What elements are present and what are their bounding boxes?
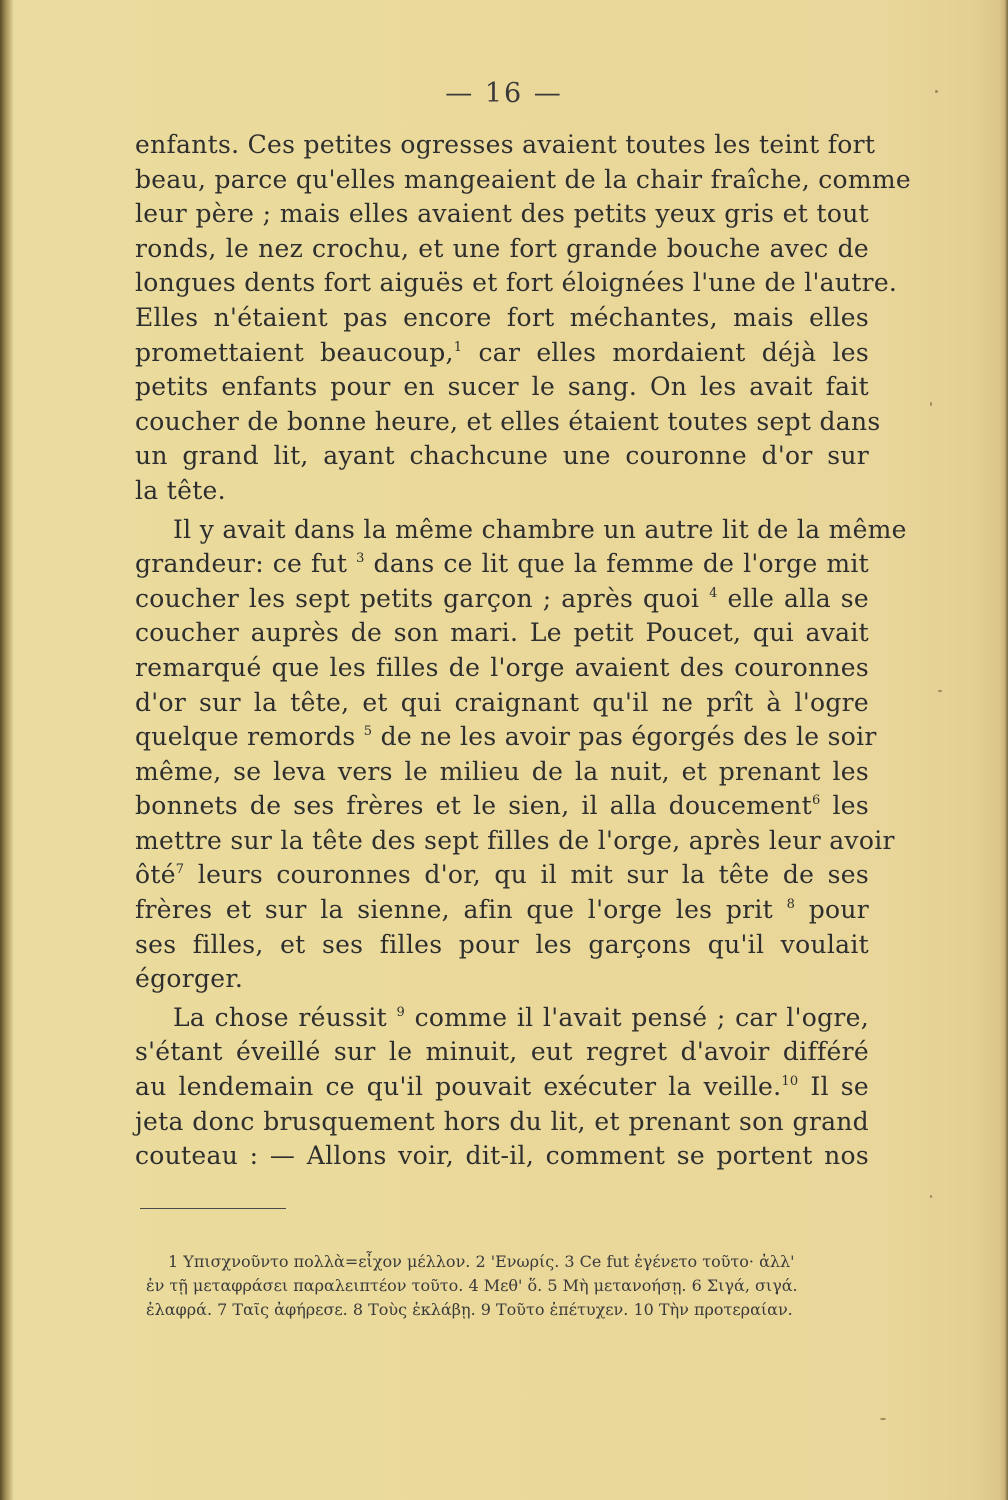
text-segment: de ne les avoir pas égorgés des le soir xyxy=(380,722,877,752)
page-number: — 16 — xyxy=(445,78,563,109)
text-line: jeta donc brusquement hors du lit, et prenant son grand xyxy=(135,1106,869,1136)
text-segment: frères et sur la sienne, afin que l'orge les prit xyxy=(135,895,774,925)
page-edge-shadow xyxy=(1000,0,1008,1500)
paper-speck xyxy=(935,90,938,93)
text-line xyxy=(135,547,869,582)
text-line: remarqué que les filles de l'orge avaient des couronnes xyxy=(135,652,869,682)
text-line xyxy=(135,1001,869,1036)
text-segment: coucher les sept petits garçon ; après quoi xyxy=(135,583,700,613)
text-line: enfants. Ces petites ogresses avaient toutes les teint fort xyxy=(135,130,876,159)
text-line xyxy=(135,1070,869,1105)
text-line: d'or sur la tête, et qui craignant qu'il ne prît à l'ogre xyxy=(135,687,869,717)
footnote-ref: 7 xyxy=(175,862,185,878)
paper-speck xyxy=(930,1195,932,1198)
text-segment: La chose réussit xyxy=(173,1002,388,1032)
footnote-ref: 4 xyxy=(709,585,718,601)
footnote-ref: 6 xyxy=(812,793,821,809)
text-segment: au lendemain ce qu'il pouvait exécuter la veille. xyxy=(135,1072,782,1102)
text-line: longues dents fort aiguës et fort éloignées l'une de l'autre. xyxy=(135,268,898,298)
text-line: un grand lit, ayant chachcune une couronne d'or sur xyxy=(135,441,869,471)
text-line xyxy=(135,858,869,893)
text-segment: promettaient beaucoup, xyxy=(135,337,454,367)
text-line: coucher auprès de son mari. Le petit Poucet, qui avait xyxy=(135,618,869,648)
book-spine-shadow xyxy=(0,0,14,1500)
text-segment: elle alla se xyxy=(727,583,870,613)
footnote-ref: 1 xyxy=(453,339,463,355)
text-segment: ôté xyxy=(135,860,176,890)
text-segment: les xyxy=(832,791,869,821)
text-line: Il y avait dans la même chambre un autre lit de la même xyxy=(173,514,907,544)
text-segment: quelque remords xyxy=(135,722,356,752)
body-text xyxy=(135,128,911,1174)
text-line: leur père ; mais elles avaient des petits yeux gris et tout xyxy=(135,199,869,229)
footnotes xyxy=(146,1250,868,1322)
text-line: petits enfants pour en sucer le sang. On les avait fait xyxy=(135,372,869,402)
text-segment: dans ce lit que la femme de l'orge mit xyxy=(373,549,870,579)
text-segment: pour xyxy=(808,895,870,925)
footnote-line: 1 Υπισχνοῦντο πολλὰ=εἶχον μέλλον. 2 'Ενωρίς. 3 Ce fut ἐγένετο τοῦτο· ἀλλ' xyxy=(168,1252,795,1271)
text-line xyxy=(135,582,869,617)
footnote-ref: 5 xyxy=(363,724,373,740)
text-line: s'étant éveillé sur le minuit, eut regret d'avoir différé xyxy=(135,1037,869,1067)
text-line: Elles n'étaient pas encore fort méchantes, mais elles xyxy=(135,302,869,332)
footnote-line: ἐν τῇ μεταφράσει παραλειπτέον τοῦτο. 4 Μεθ' ὅ. 5 Μὴ μετανοήσῃ. 6 Σιγά, σιγά. xyxy=(146,1276,798,1295)
text-line xyxy=(135,893,869,928)
text-line: même, se leva vers le milieu de la nuit, et prenant les xyxy=(135,756,869,786)
footnote-ref: 10 xyxy=(781,1074,799,1090)
footnote-ref: 8 xyxy=(786,897,796,913)
text-line xyxy=(135,336,869,371)
text-segment: grandeur: ce fut xyxy=(135,549,348,579)
footnote-divider xyxy=(140,1208,286,1209)
footnote-ref: 3 xyxy=(356,551,365,567)
paper-speck xyxy=(930,402,932,406)
paragraph-1 xyxy=(135,128,911,509)
text-segment: bonnets de ses frères et le sien, il alla doucement xyxy=(135,791,812,821)
text-line: la tête. xyxy=(135,475,226,505)
text-line xyxy=(135,789,869,824)
text-line: beau, parce qu'elles mangeaient de la chair fraîche, comme xyxy=(135,164,911,194)
text-line: ses filles, et ses filles pour les garçons qu'il voulait xyxy=(135,929,869,959)
paragraph-3 xyxy=(135,1001,869,1174)
text-line: coucher de bonne heure, et elles étaient toutes sept dans xyxy=(135,406,881,436)
footnote-line: ἐλαφρά. 7 Ταῖς ἀφήρεσε. 8 Τοὺς ἐκλάβῃ. 9 Τοῦτο ἐπέτυχεν. 10 Τὴν προτεραίαν. xyxy=(146,1300,793,1319)
text-line: ronds, le nez crochu, et une fort grande bouche avec de xyxy=(135,233,869,263)
paper-speck xyxy=(938,690,942,692)
text-segment: comme il l'avait pensé ; car l'ogre, xyxy=(414,1002,870,1032)
text-segment: car elles mordaient déjà les xyxy=(478,337,869,367)
text-segment: leurs couronnes d'or, qu il mit sur la tête de ses xyxy=(197,860,870,890)
footnote-ref: 9 xyxy=(396,1004,406,1020)
text-segment: Il se xyxy=(810,1072,869,1102)
text-line xyxy=(135,720,877,755)
paragraph-2 xyxy=(135,513,907,997)
text-line: mettre sur la tête des sept filles de l'orge, après leur avoir xyxy=(135,825,895,855)
text-line: égorger. xyxy=(135,964,244,994)
text-line: couteau : — Allons voir, dit-il, comment se portent nos xyxy=(135,1141,869,1171)
paper-speck xyxy=(880,1418,886,1420)
